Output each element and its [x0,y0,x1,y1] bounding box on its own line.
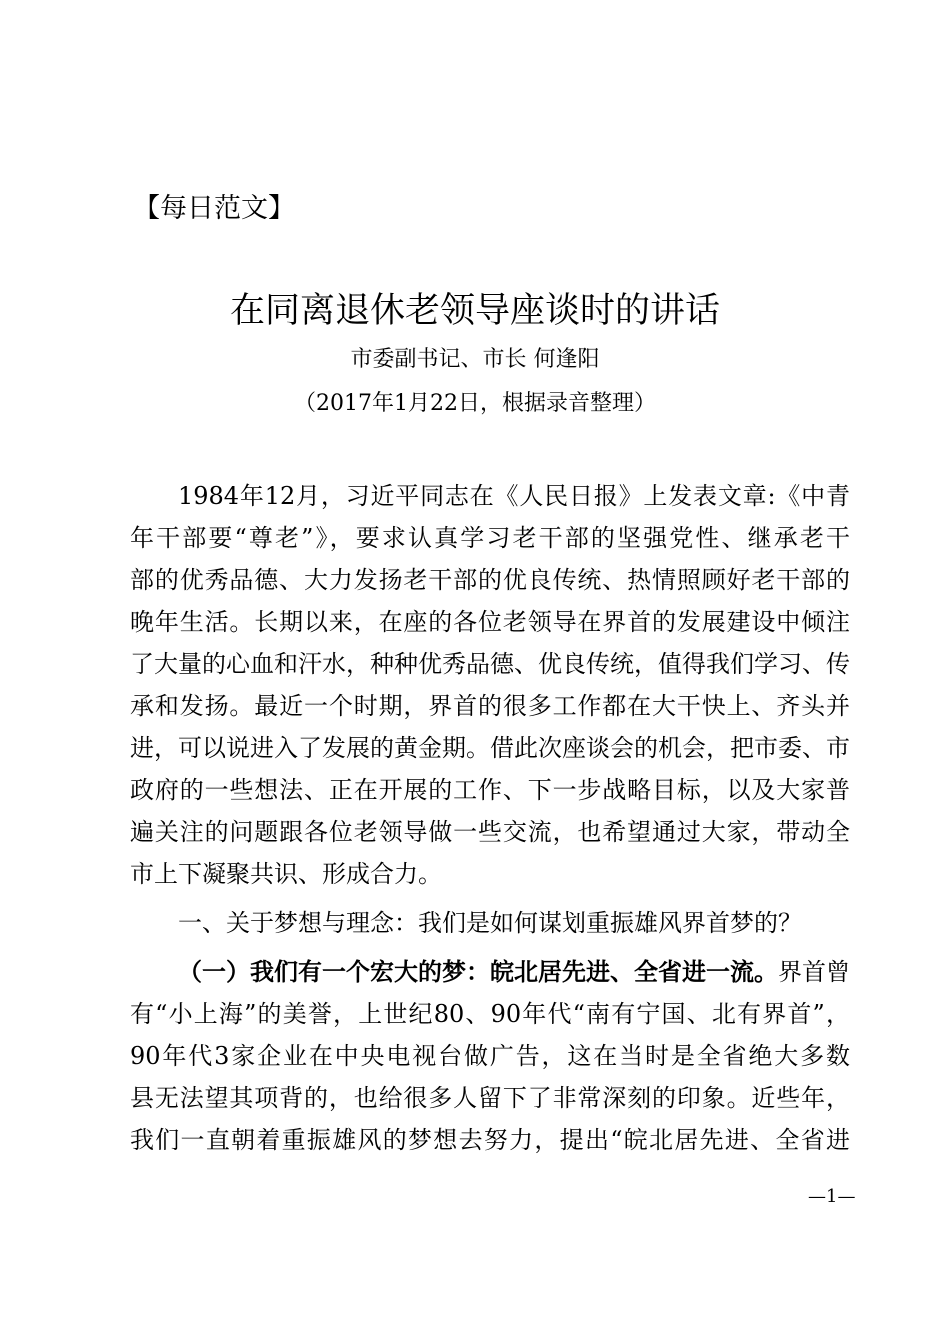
paragraph-line: 了大量的心血和汗水，种种优秀品德、优良传统，值得我们学习、传 [130,650,850,678]
paragraph-line: 遍关注的问题跟各位老领导做一些交流，也希望通过大家，带动全 [130,818,850,846]
paragraph-line: 政府的一些想法、正在开展的工作、下一步战略目标，以及大家普 [130,776,850,804]
paragraph-line [178,951,850,993]
section-heading: 一、关于梦想与理念：我们是如何谋划重振雄风界首梦的？ [178,909,802,937]
paragraph-line: 晚年生活。长期以来，在座的各位老领导在界首的发展建设中倾注 [130,608,850,636]
paragraph-line: 进，可以说进入了发展的黄金期。借此次座谈会的机会，把市委、市 [130,734,850,762]
speech-dateline: （2017年1月22日，根据录音整理） [294,391,656,416]
paragraph-line: 承和发扬。最近一个时期，界首的很多工作都在大干快上、齐头并 [130,692,850,720]
paragraph-line: 部的优秀品德、大力发扬老干部的优良传统、热情照顾好老干部的 [130,566,850,594]
speaker-byline: 市委副书记、市长 何逢阳 [350,347,600,372]
paragraph-line: 90年代3家企业在中央电视台做广告，这在当时是全省绝大多数 [130,1042,850,1070]
paragraph-text: 界首曾 [778,958,850,986]
paragraph-line: 年干部要“尊老”》，要求认真学习老干部的坚强党性、继承老干 [130,524,850,552]
subsection-bold-lead: （一）我们有一个宏大的梦：皖北居先进、全省进一流。 [178,957,778,986]
paragraph-line: 我们一直朝着重振雄风的梦想去努力，提出“皖北居先进、全省进 [130,1126,850,1154]
document-tag: 【每日范文】 [133,193,295,224]
speech-title: 在同离退休老领导座谈时的讲话 [229,291,720,331]
paragraph-line: 有“小上海”的美誉，上世纪80、90年代“南有宁国、北有界首”， [130,1000,850,1028]
paragraph-line: 市上下凝聚共识、形成合力。 [130,860,442,888]
page-number: —1— [808,1186,856,1207]
paragraph-line: 县无法望其项背的，也给很多人留下了非常深刻的印象。近些年， [130,1084,850,1112]
paragraph-line: 1984年12月，习近平同志在《人民日报》上发表文章:《中青 [178,482,850,510]
